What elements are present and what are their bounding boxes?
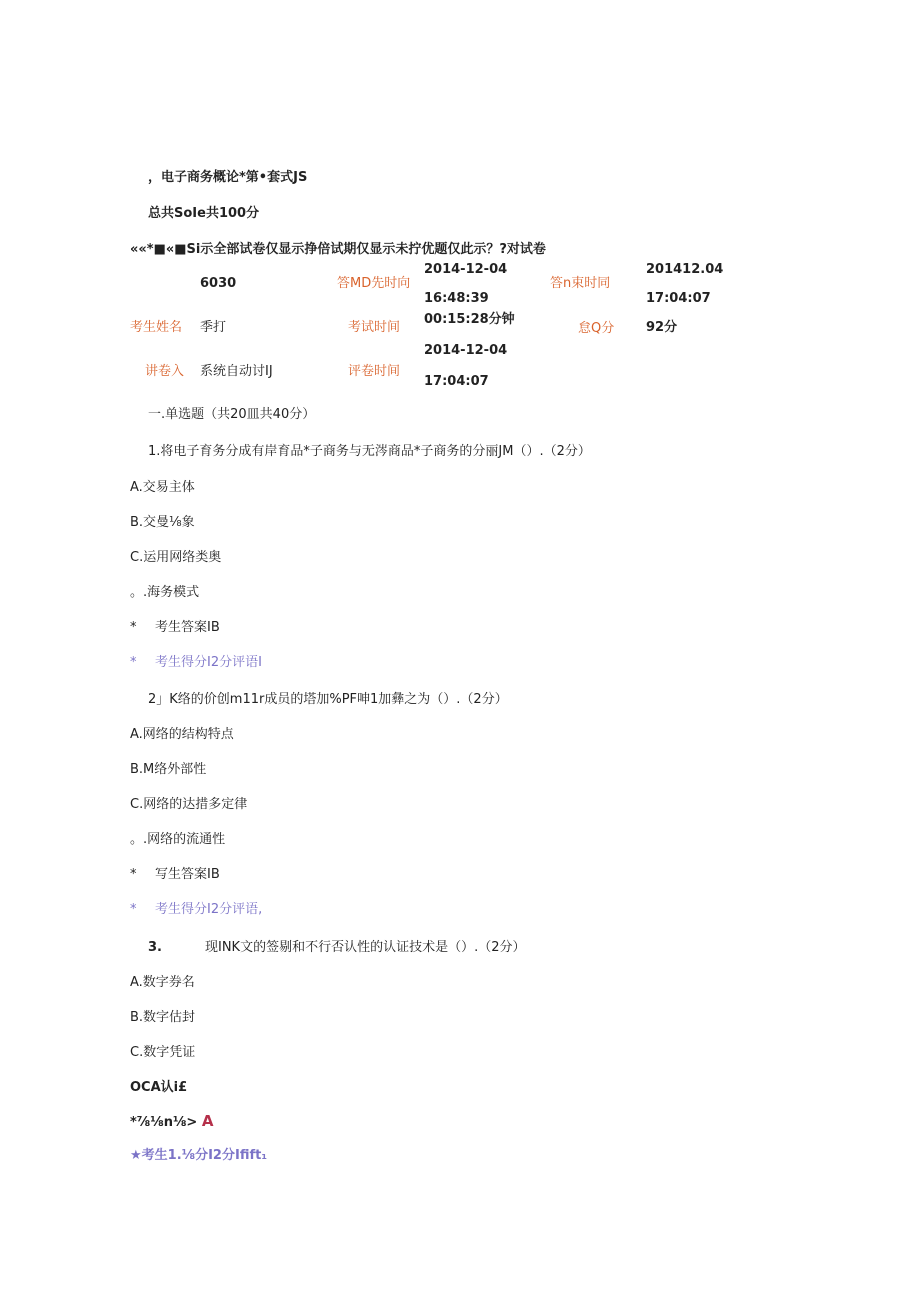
option-b[interactable]: B.M络外部性 — [130, 762, 207, 777]
question-number: 3. — [148, 940, 162, 955]
option-b[interactable]: B.数字估封 — [130, 1010, 196, 1025]
option-a[interactable]: A.数字券名 — [130, 975, 195, 990]
option-c[interactable]: C.网络的达措多定律 — [130, 797, 248, 812]
grade-date: 2014-12-04 — [424, 343, 508, 358]
name-label: 考生姓名 — [130, 320, 183, 335]
candidate-score: ★考生1.⅛分I2分Ifift₁ — [130, 1148, 268, 1163]
duration-label: 考试时间 — [348, 320, 401, 335]
candidate-answer-letter: A — [201, 1112, 214, 1130]
question-stem: 2」K络的价创m11r成员的塔加%PF呻1加彝之为（）.（2分） — [148, 692, 508, 707]
grader-value: 系统自动讨IJ — [200, 364, 273, 379]
start-date: 2014-12-04 — [424, 262, 508, 277]
candidate-answer — [130, 1113, 213, 1131]
total-score: 总共SoIe共100分 — [148, 206, 260, 221]
total-score-value: 92分 — [646, 320, 678, 335]
end-date: 201412.04 — [646, 262, 724, 277]
end-time-label: 答n束时同 — [550, 276, 611, 291]
candidate-score: 考生得分I2分评语, — [155, 902, 263, 917]
question-stem: 现INK文的签剔和不行否认性的认证技术是（）.（2分） — [205, 940, 526, 955]
option-c[interactable]: C.数字凭证 — [130, 1045, 196, 1060]
option-a[interactable]: A.网络的结构特点 — [130, 727, 234, 742]
option-a[interactable]: A.交易主体 — [130, 480, 195, 495]
option-d[interactable]: 。.海务模式 — [130, 585, 200, 600]
start-time: 16:48:39 — [424, 291, 489, 306]
start-time-label: 答MD先时向 — [337, 276, 411, 291]
name-value: 季打 — [200, 320, 227, 335]
option-b[interactable]: B.交曼⅛象 — [130, 515, 195, 530]
candidate-answer: 考生答案IB — [155, 620, 220, 635]
grade-time: 17:04:07 — [424, 374, 489, 389]
end-time: 17:04:07 — [646, 291, 711, 306]
exam-id: 6030 — [200, 276, 237, 291]
total-score-label: 怠Q分 — [578, 321, 615, 336]
section-title: 一.单选题（共20皿共40分） — [148, 407, 316, 422]
grader-label: 讲卷入 — [145, 364, 185, 379]
option-d[interactable]: 。.网络的流通性 — [130, 832, 226, 847]
exam-title: ，电子商务概论*第•套式JS — [148, 170, 308, 185]
grade-time-label: 评卷时间 — [348, 364, 401, 379]
duration-value: 00:15:28分钟 — [424, 312, 515, 327]
option-d[interactable]: OCA认i£ — [130, 1080, 188, 1095]
answer-star-icon: * — [130, 867, 137, 882]
score-star-icon: * — [130, 902, 137, 917]
answer-star-icon: * — [130, 620, 137, 635]
candidate-answer: 写生答案IB — [155, 867, 220, 882]
option-c[interactable]: C.运用网络类奥 — [130, 550, 222, 565]
candidate-score: 考生得分I2分评语I — [155, 655, 262, 670]
question-stem: 1.将电子育务分成有岸育品*子商务与无涔商品*子商务的分丽JM（）.（2分） — [148, 444, 591, 459]
display-options[interactable]: ««*■«■Si示全部试卷仅显示挣倍试期仅显示未拧优题仅此示？?对试卷 — [130, 242, 546, 257]
candidate-answer-prefix: *⅞⅛n⅛> — [130, 1115, 198, 1130]
score-star-icon: * — [130, 655, 137, 670]
